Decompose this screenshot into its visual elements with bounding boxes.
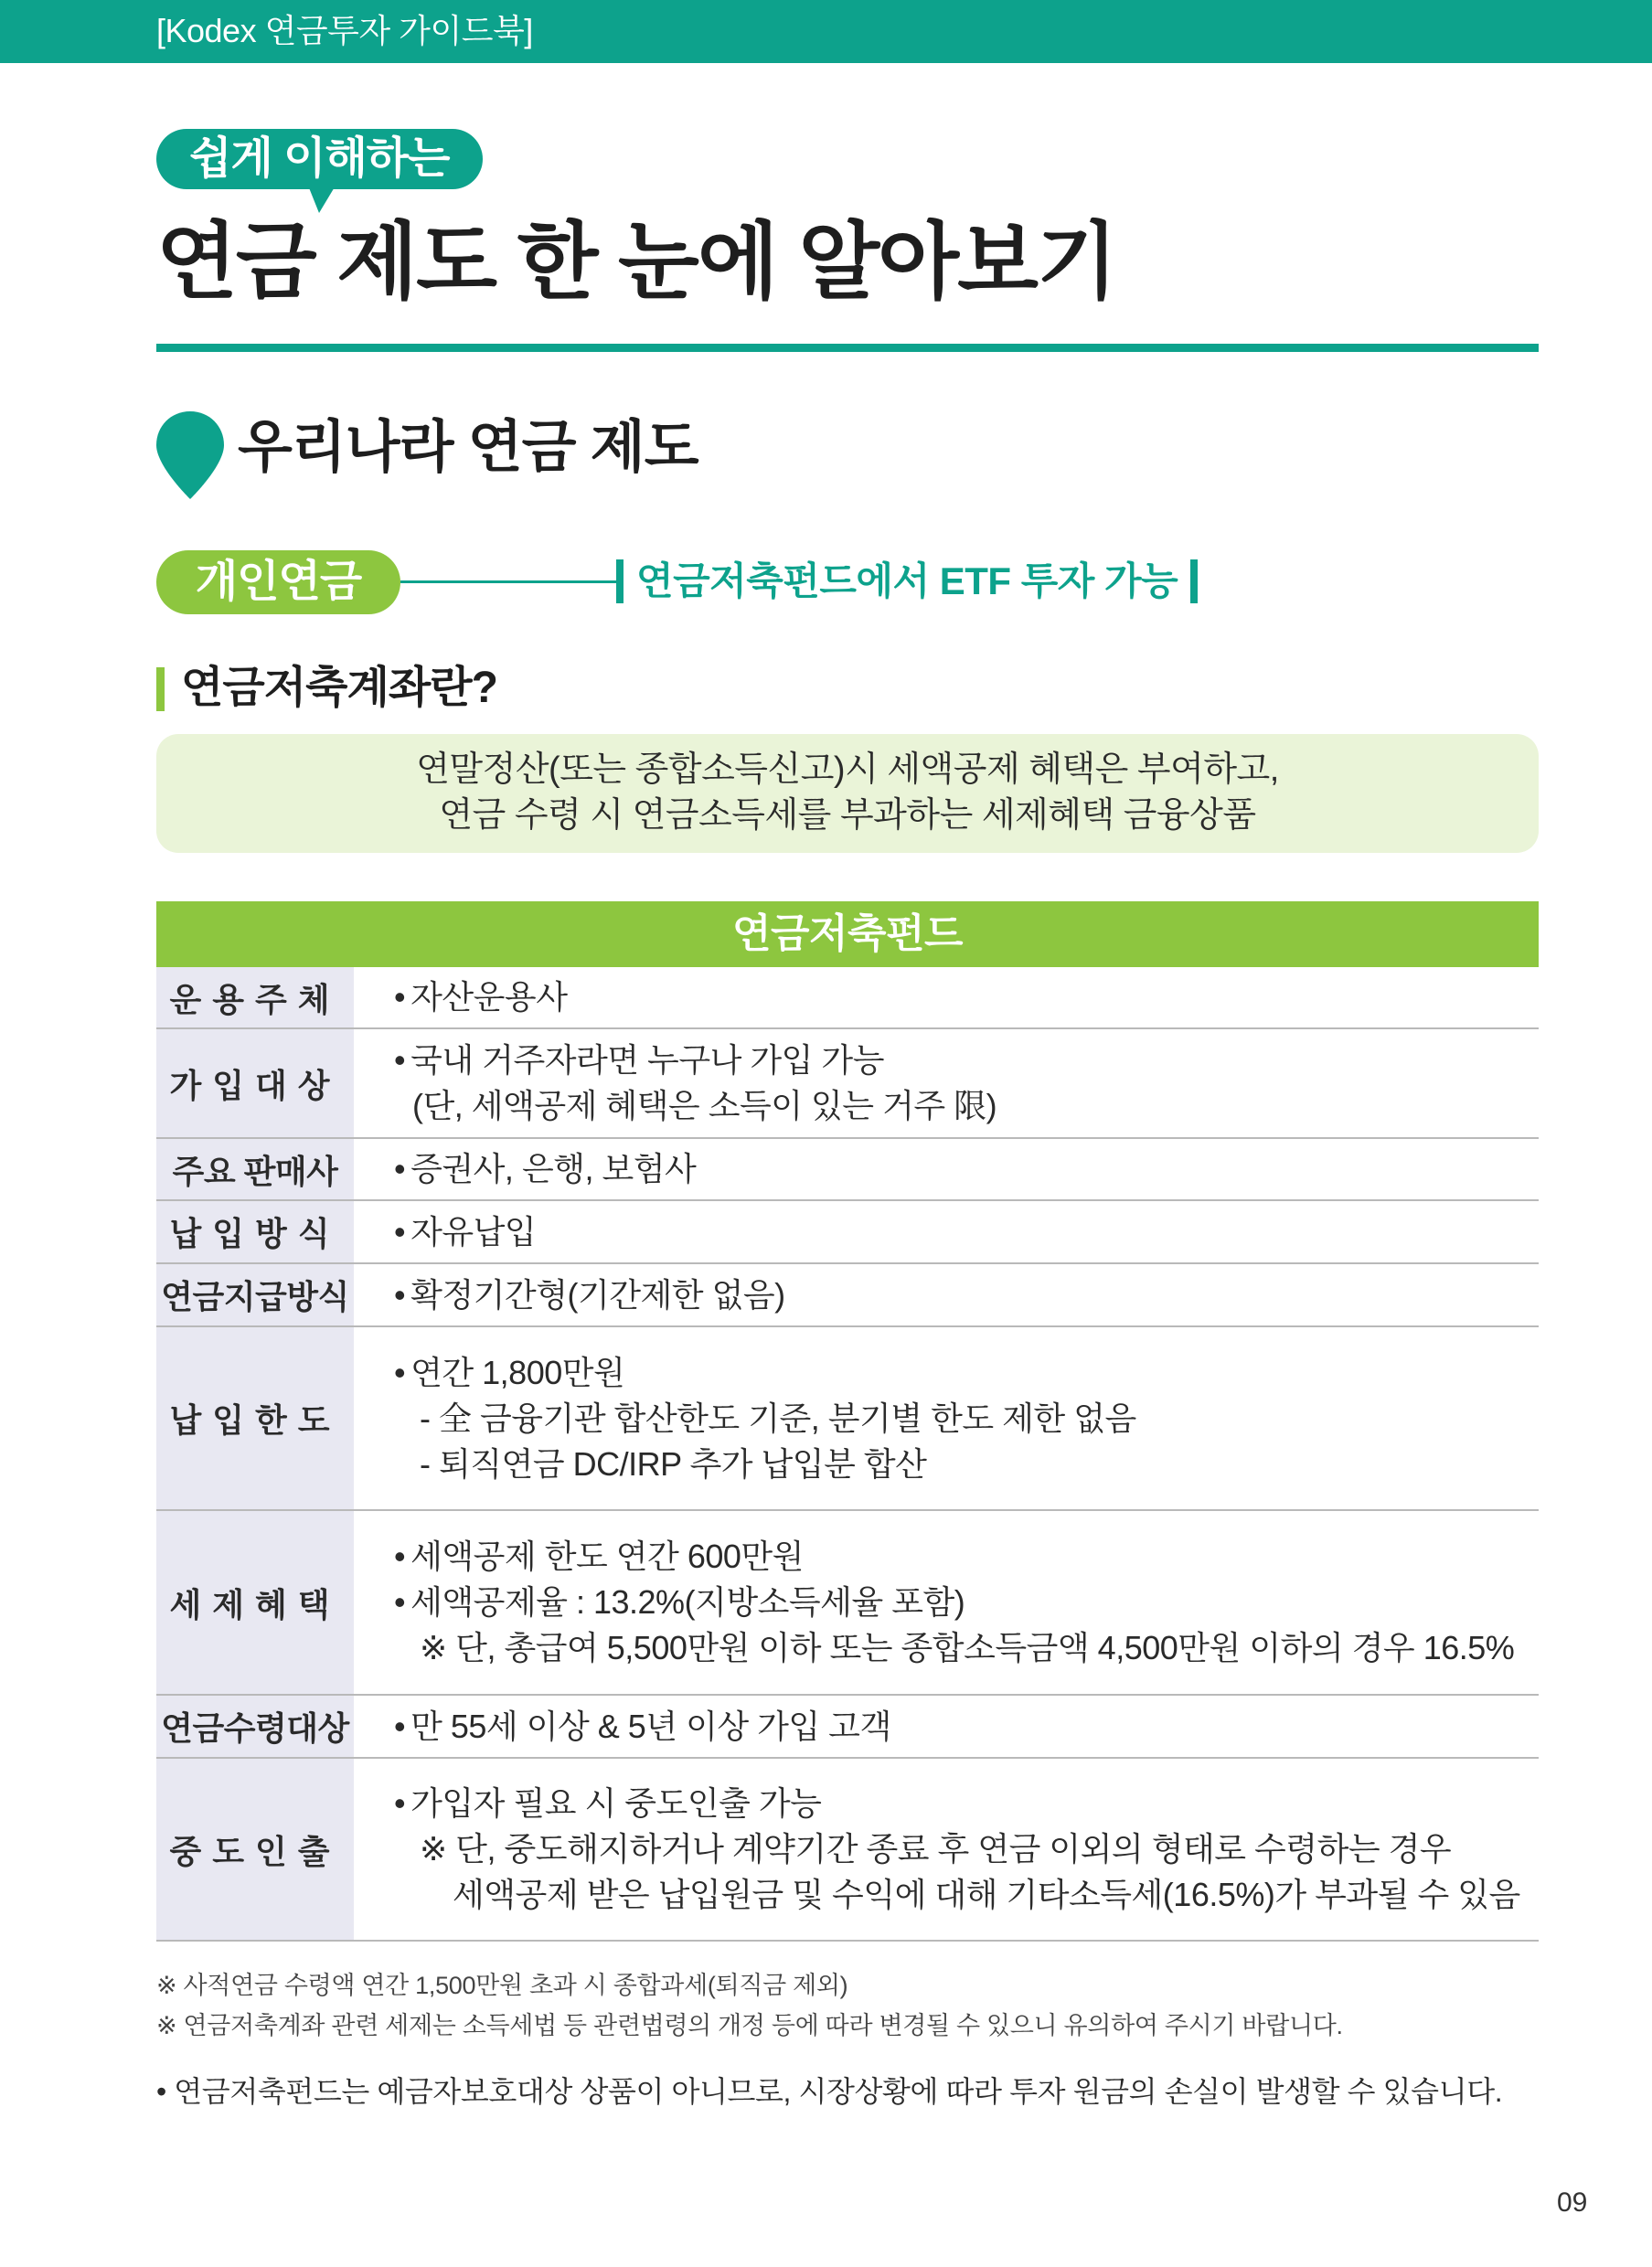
row-line: ※ 단, 중도해지하거나 계약기간 종료 후 연금 이외의 형태로 수령하는 경우 xyxy=(420,1830,1452,1868)
definition-line: 연금 수령 시 연금소득세를 부과하는 세제혜택 금융상품 xyxy=(439,796,1256,835)
row-content xyxy=(354,1327,1539,1509)
page-number: 09 xyxy=(1557,2187,1588,2218)
row-line: • 증권사, 은행, 보험사 xyxy=(394,1146,1539,1192)
subtitle-badge-tail xyxy=(308,186,336,213)
row-line: • 가입자 필요 시 중도인출 가능 xyxy=(394,1781,1539,1826)
title-divider xyxy=(156,344,1539,352)
table-row xyxy=(156,967,1539,1029)
row-line: • 세액공제 한도 연간 600만원 xyxy=(394,1534,1539,1580)
row-line: - 全 금융기관 합산한도 기준, 분기별 한도 제한 없음 xyxy=(420,1399,1136,1437)
question-title: 연금저축계좌란? xyxy=(181,664,497,712)
row-content xyxy=(354,1696,1539,1757)
row-content xyxy=(354,1264,1539,1325)
question-marker xyxy=(156,667,165,711)
row-label: 세제혜택 xyxy=(156,1511,354,1694)
row-content xyxy=(354,1029,1539,1137)
row-line: - 퇴직연금 DC/IRP 추가 납입분 합산 xyxy=(420,1444,927,1483)
footnote: ※ 사적연금 수령액 연간 1,500만원 초과 시 종합과세(퇴직금 제외) xyxy=(156,1972,848,1999)
table-row xyxy=(156,1029,1539,1139)
row-label: 납입방식 xyxy=(156,1201,354,1262)
category-pill: 개인연금 xyxy=(156,550,400,614)
table-row xyxy=(156,1696,1539,1759)
row-label: 운용주체 xyxy=(156,967,354,1027)
table-row xyxy=(156,1327,1539,1511)
row-label: 연금지급방식 xyxy=(156,1264,354,1325)
table-row xyxy=(156,1264,1539,1327)
tagline-bar-right xyxy=(1190,559,1198,603)
row-line: • 자유납입 xyxy=(394,1209,1539,1255)
tagline-text: 연금저축펀드에서 ETF 투자 가능 xyxy=(636,559,1178,602)
tagline xyxy=(616,556,1198,607)
table-header: 연금저축펀드 xyxy=(156,901,1539,967)
row-line: • 자산운용사 xyxy=(394,974,1539,1020)
row-content xyxy=(354,1511,1539,1694)
section-title: 우리나라 연금 제도 xyxy=(238,416,698,479)
row-line: 세액공제 받은 납입원금 및 수익에 대해 기타소득세(16.5%)가 부과될 수 있음 xyxy=(453,1876,1520,1913)
definition-box xyxy=(156,734,1539,853)
row-label: 주요 판매사 xyxy=(156,1139,354,1199)
row-content xyxy=(354,1759,1539,1940)
top-banner xyxy=(0,0,1652,63)
map-pin-icon xyxy=(155,410,226,501)
fund-table xyxy=(156,967,1539,1942)
risk-disclaimer: • 연금저축펀드는 예금자보호대상 상품이 아니므로, 시장상황에 따라 투자 원금의 손실이 발생할 수 있습니다. xyxy=(156,2075,1503,2108)
footnotes xyxy=(156,1965,1343,2046)
row-content xyxy=(354,1139,1539,1199)
row-line: ※ 단, 총급여 5,500만원 이하 또는 종합소득금액 4,500만원 이하의 경우 16.5% xyxy=(420,1629,1515,1666)
row-line: (단, 세액공제 혜택은 소득이 있는 거주 限) xyxy=(412,1087,997,1124)
footnote: ※ 연금저축계좌 관련 세제는 소득세법 등 관련법령의 개정 등에 따라 변경될 수 있으니 유의하여 주시기 바랍니다. xyxy=(156,2012,1343,2039)
row-line: • 만 55세 이상 & 5년 이상 가입 고객 xyxy=(394,1704,1539,1750)
guide-title: [Kodex 연금투자 가이드북] xyxy=(156,12,533,49)
table-row xyxy=(156,1511,1539,1696)
subtitle-badge: 쉽게 이해하는 xyxy=(156,129,483,189)
row-line: • 세액공제율 : 13.2%(지방소득세율 포함) xyxy=(394,1580,1539,1625)
table-row xyxy=(156,1201,1539,1264)
row-label: 가입대상 xyxy=(156,1029,354,1137)
row-content xyxy=(354,967,1539,1027)
row-label: 중도인출 xyxy=(156,1759,354,1940)
page-title: 연금 제도 한 눈에 알아보기 xyxy=(156,216,1116,309)
row-line: • 확정기간형(기간제한 없음) xyxy=(394,1272,1539,1318)
category-connector xyxy=(400,580,616,583)
row-line: • 국내 거주자라면 누구나 가입 가능 xyxy=(394,1038,1539,1083)
tagline-bar-left xyxy=(616,559,623,603)
row-content xyxy=(354,1201,1539,1262)
row-label: 연금수령대상 xyxy=(156,1696,354,1757)
row-line: • 연간 1,800만원 xyxy=(394,1350,1539,1396)
table-row xyxy=(156,1139,1539,1201)
table-row xyxy=(156,1759,1539,1942)
row-label: 납입한도 xyxy=(156,1327,354,1509)
definition-line: 연말정산(또는 종합소득신고)시 세액공제 혜택은 부여하고, xyxy=(416,750,1279,789)
